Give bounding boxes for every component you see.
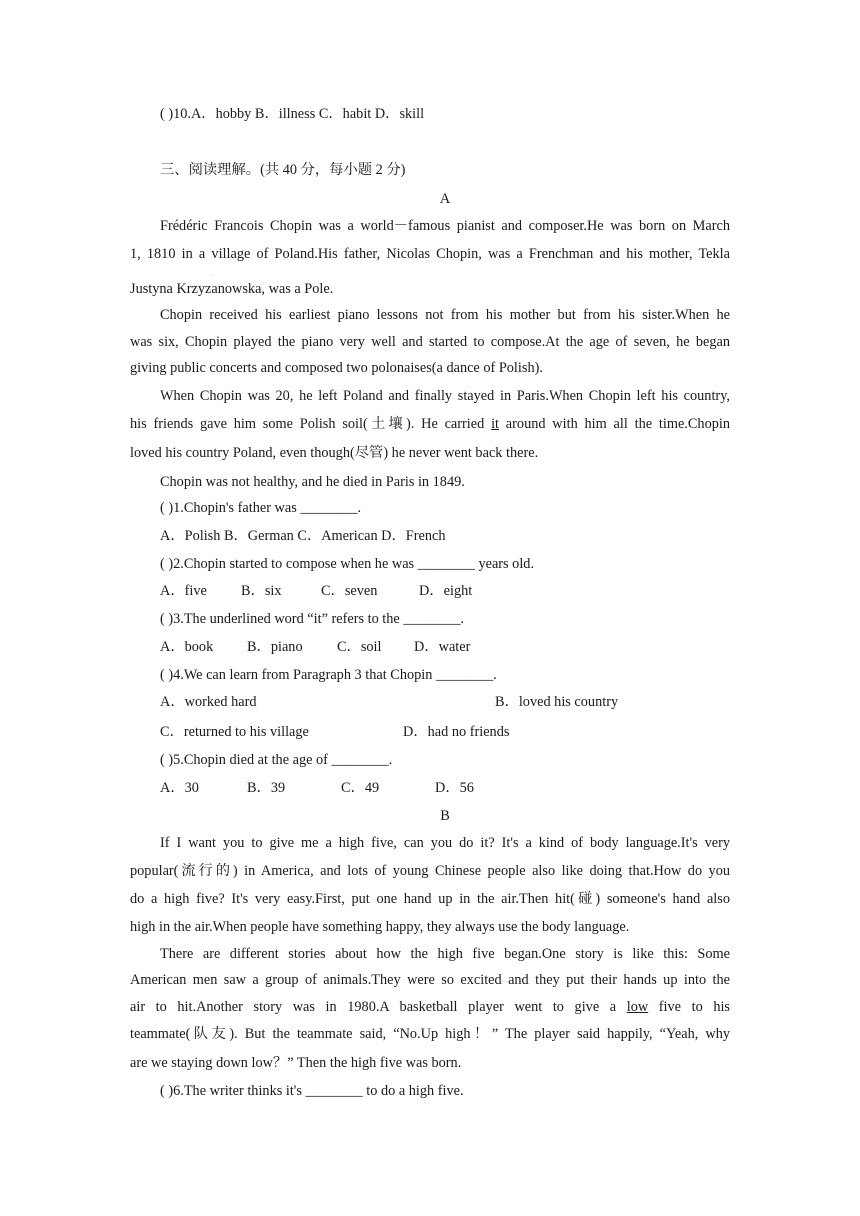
section-title: 三、阅读理解。(共 40 分，每小题 2 分) <box>160 162 406 178</box>
question-3-option-b: B．piano <box>247 639 303 655</box>
question-6: ( )6.The writer thinks it's ________ to do a high five. <box>160 1083 464 1099</box>
question-10: ( )10.A．hobby B．illness C．habit D．skill <box>160 106 425 122</box>
question-2-option-a: A．five <box>160 583 207 599</box>
question-1: ( )1.Chopin's father was ________. <box>160 500 362 516</box>
passage-a-label: A <box>439 191 451 207</box>
question-2-option-c: C．seven <box>321 583 378 599</box>
question-2: ( )2.Chopin started to compose when he was ________ years old. <box>160 556 535 572</box>
passage-a-p1-line3: Justyna Krzyzanowska, was a Pole. <box>130 281 334 297</box>
p2-line3-end: five to his <box>648 999 730 1015</box>
question-4-option-c: C．returned to his village <box>160 724 309 740</box>
passage-b-p1-line2: popular(流行的) in America, and lots of young Chinese people also like doing that.How do you <box>130 863 730 879</box>
question-4: ( )4.We can learn from Paragraph 3 that Chopin ________. <box>160 667 497 683</box>
question-3-option-c: C．soil <box>337 639 382 655</box>
p3-line2-end: around with him all the time.Chopin <box>499 416 730 432</box>
question-5-option-a: A．30 <box>160 780 199 796</box>
passage-b-p1-line3: do a high five? It's very easy.First, put one hand up in the air.Then hit(碰) someone's hand also <box>130 891 730 907</box>
passage-a-p2-line2: was six, Chopin played the piano very well and started to compose.At the age of seven, he began <box>130 334 730 350</box>
question-5-option-c: C．49 <box>341 780 380 796</box>
passage-a-p1-line1: Frédéric Francois Chopin was a world－famous pianist and composer.He was born on March <box>160 218 730 234</box>
question-1-options: A．Polish B．German C．American D．French <box>160 528 446 544</box>
passage-b-p1-line4: high in the air.When people have something happy, they always use the body language. <box>130 919 630 935</box>
question-2-option-b: B．six <box>241 583 282 599</box>
underlined-low: low <box>626 999 649 1015</box>
passage-b-p2-line4: teammate(队友). But the teammate said, “No.Up high！” The player said happily, “Yeah, why <box>130 1026 730 1042</box>
passage-b-p2-line2: American men saw a group of animals.They were so excited and they put their hands up into the <box>130 972 730 988</box>
question-3: ( )3.The underlined word “it” refers to the ________. <box>160 611 465 627</box>
passage-a-p1-line2: 1, 1810 in a village of Poland.His father, Nicolas Chopin, was a Frenchman and his mother, Tekla <box>130 246 730 262</box>
question-5-option-d: D．56 <box>435 780 474 796</box>
question-5: ( )5.Chopin died at the age of ________. <box>160 752 393 768</box>
passage-a-p3-line3: loved his country Poland, even though(尽管) he never went back there. <box>130 445 539 461</box>
question-3-option-a: A．book <box>160 639 214 655</box>
passage-b-p2-line5: are we staying down low？” Then the high five was born. <box>130 1055 462 1071</box>
stray-dot: · <box>212 273 214 279</box>
p2-line3-start: air to hit.Another story was in 1980.A basketball player went to give a <box>130 999 627 1015</box>
passage-b-p2-line3 <box>130 998 730 1016</box>
passage-a-p2-line1: Chopin received his earliest piano lessons not from his mother but from his sister.When he <box>160 307 730 323</box>
passage-b-p2-line1: There are different stories about how the high five began.One story is like this: Some <box>160 946 730 962</box>
underlined-it: it <box>491 416 500 432</box>
passage-a-p3-line1: When Chopin was 20, he left Poland and finally stayed in Paris.When Chopin left his country, <box>160 388 730 404</box>
p3-line2-start: his friends gave him some Polish soil(土壤). He carried <box>130 416 492 432</box>
question-4-option-a: A．worked hard <box>160 694 257 710</box>
question-4-option-b: B．loved his country <box>495 694 619 710</box>
question-3-option-d: D．water <box>414 639 471 655</box>
question-2-option-d: D．eight <box>419 583 473 599</box>
passage-b-label: B <box>440 808 450 824</box>
passage-a-p3-line2 <box>130 415 730 433</box>
passage-a-p2-line3: giving public concerts and composed two polonaises(a dance of Polish). <box>130 360 543 376</box>
passage-a-p4-line1: Chopin was not healthy, and he died in Paris in 1849. <box>160 474 465 490</box>
question-4-option-d: D．had no friends <box>403 724 510 740</box>
question-5-option-b: B．39 <box>247 780 286 796</box>
passage-b-p1-line1: If I want you to give me a high five, can you do it? It's a kind of body language.It's very <box>160 835 730 851</box>
